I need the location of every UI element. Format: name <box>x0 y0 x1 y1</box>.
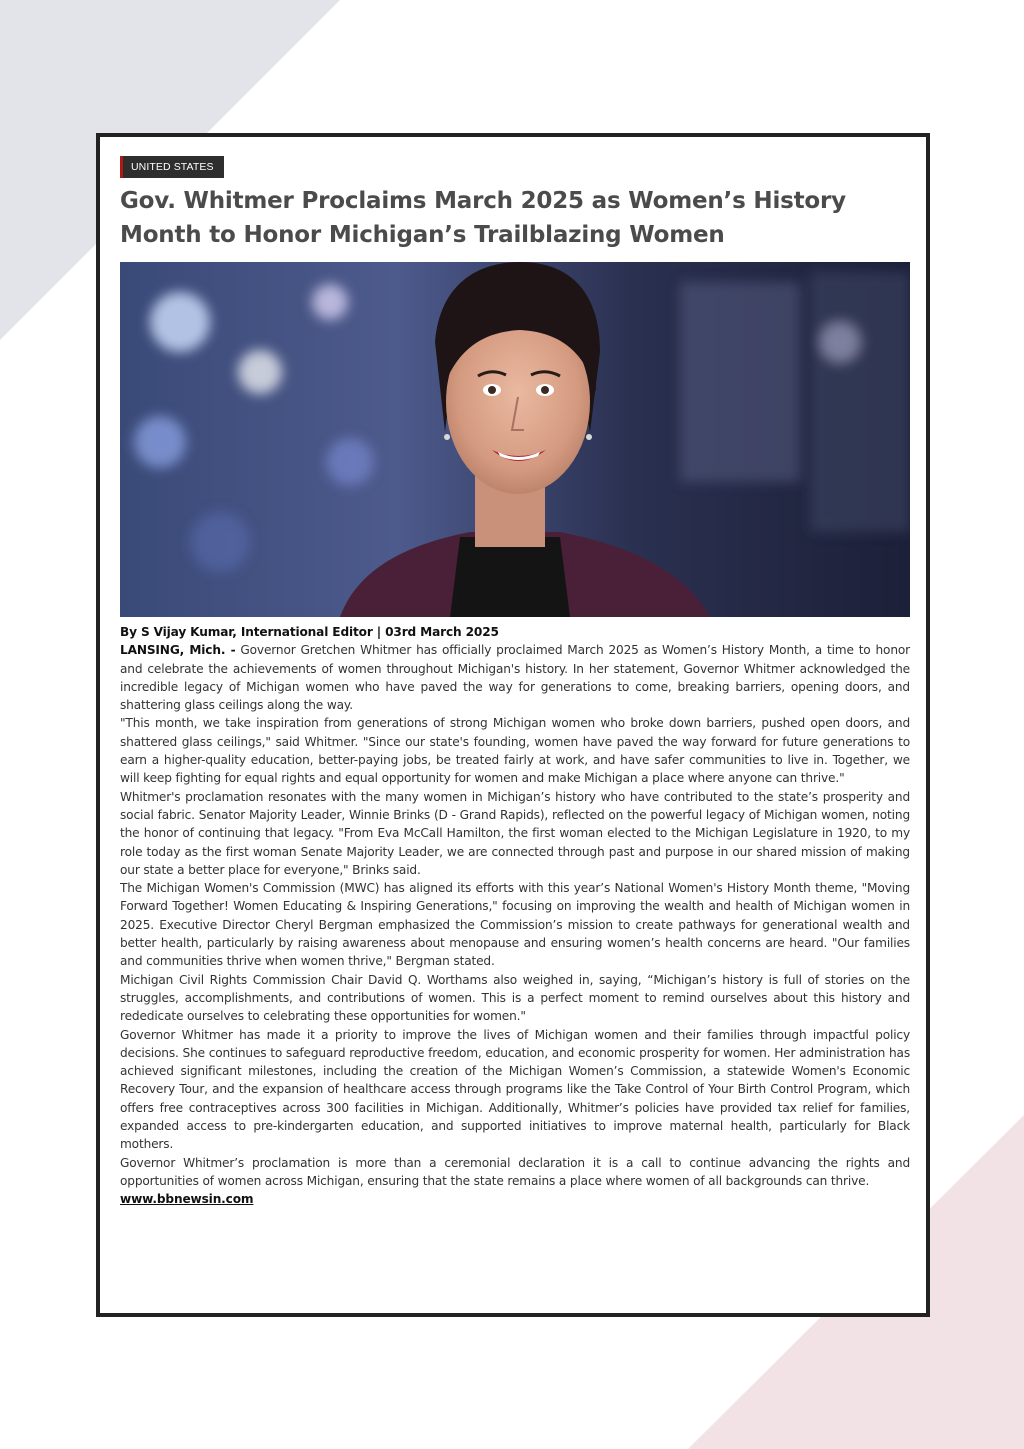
dateline: LANSING, Mich. - <box>120 643 236 658</box>
article-headline: Gov. Whitmer Proclaims March 2025 as Women’s History Month to Honor Michigan’s Trailblazing Women <box>120 188 846 248</box>
byline: By S Vijay Kumar, International Editor | 03rd March 2025 <box>120 625 499 639</box>
paragraph-1-text: Governor Gretchen Whitmer has officially proclaimed March 2025 as Women’s History Month, a time to honor and celebrate the achievements of women throughout Michigan's history. In her statement, Governor Whitmer acknowledged the incredible legacy of Michigan women who have paved the way for generations to come, breaking barriers, opening doors, and shattering glass ceilings along the way. <box>120 643 910 713</box>
article-photo <box>120 262 910 617</box>
category-tag[interactable]: UNITED STATES <box>120 156 224 178</box>
paragraph-7: Governor Whitmer’s proclamation is more than a ceremonial declaration it is a call to continue advancing the rights and opportunities of women across Michigan, ensuring that the state remains a place where women of all backgrounds can thrive. <box>120 1155 910 1188</box>
article-content <box>120 155 910 1209</box>
paragraph-2: "This month, we take inspiration from generations of strong Michigan women who broke down barriers, pushed open doors, and shattered glass ceilings," said Whitmer. "Since our state's founding, women have paved the way forward for future generations to earn a higher-quality education, better-paying jobs, be treated fairly at work, and have safer communities to live in. Together, we will keep fighting for equal rights and equal opportunity for women and make Michigan a place where anyone can thrive." <box>120 716 910 786</box>
paragraph-4: The Michigan Women's Commission (MWC) has aligned its efforts with this year’s National Women's History Month theme, "Moving Forward Together! Women Educating & Inspiring Generations," focusing on improving the wealth and health of Michigan women in 2025. Executive Director Cheryl Bergman emphasized the Commission’s mission to create pathways for generational wealth and better health, particularly by raising awareness about menopause and ensuring women’s health concerns are heard. "Our families and communities thrive when women thrive," Bergman stated. <box>120 881 910 969</box>
article-body <box>120 623 910 1209</box>
paragraph-6: Governor Whitmer has made it a priority to improve the lives of Michigan women and their families through impactful policy decisions. She continues to safeguard reproductive freedom, education, and economic prosperity for women. Her administration has achieved significant milestones, including the creation of the Michigan Women’s Commission, a statewide Women's Economic Recovery Tour, and the expansion of healthcare access through programs like the Take Control of Your Birth Control Program, which offers free contraceptives across 300 facilities in Michigan. Additionally, Whitmer’s policies have provided tax relief for families, expanded access to pre-kindergarten education, and supported initiatives to improve maternal health, particularly for Black mothers. <box>120 1027 910 1152</box>
paragraph-5: Michigan Civil Rights Commission Chair David Q. Worthams also weighed in, saying, “Michigan’s history is full of stories on the struggles, accomplishments, and contributions of women. This is a perfect moment to remind ourselves about this history and rededicate ourselves to celebrating these opportunities for women." <box>120 972 910 1024</box>
paragraph-3: Whitmer's proclamation resonates with the many women in Michigan’s history who have contributed to the state’s prosperity and social fabric. Senator Majority Leader, Winnie Brinks (D - Grand Rapids), reflected on the powerful legacy of Michigan women, noting the honor of continuing that legacy. "From Eva McCall Hamilton, the first woman elected to the Michigan Legislature in 1920, to my role today as the first woman Senate Majority Leader, we are connected through past and purpose in our shared mission of making our state a better place for everyone," Brinks said. <box>120 789 910 877</box>
paragraph-1 <box>120 641 910 714</box>
website-link[interactable]: www.bbnewsin.com <box>120 1192 254 1207</box>
article-frame <box>96 133 930 1317</box>
